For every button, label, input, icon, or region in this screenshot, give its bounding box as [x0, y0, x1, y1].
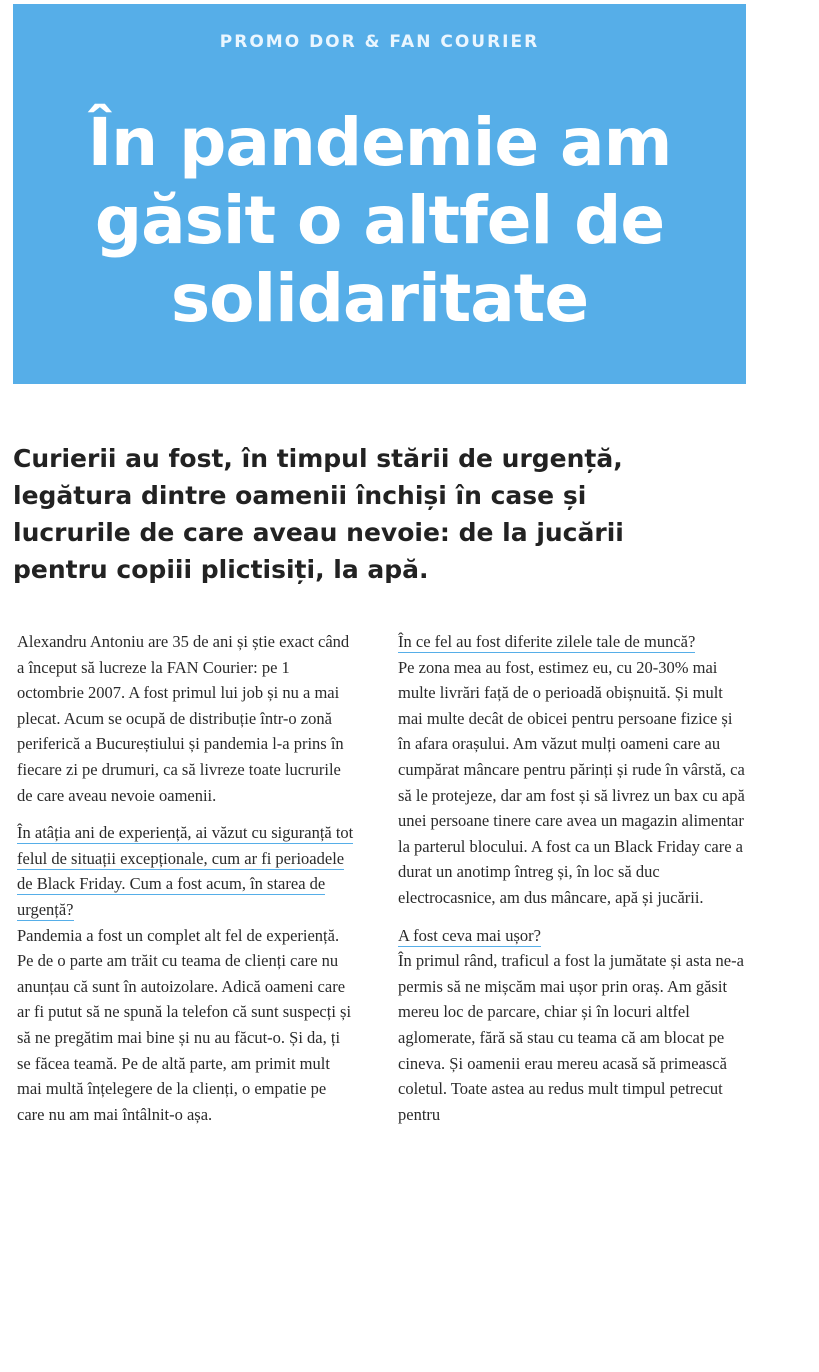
question-1-text: În atâția ani de experiență, ai văzut cu siguranță tot felul de situații excepționale, cum ar fi perioadele de Black Friday. Cum a fost acum, în starea de urgență?: [17, 823, 354, 919]
promo-banner: [13, 4, 746, 384]
section-kicker: PROMO DOR & FAN COURIER: [219, 32, 540, 52]
article-lead: Curierii au fost, în timpul stării de urgență, legătura dintre oamenii închiși în case și lucrurile de care aveau nevoie: de la jucării pentru copiii plictisiți, la apă.: [13, 444, 624, 584]
question-3-text: A fost ceva mai ușor?: [398, 925, 541, 945]
interview-answer: Pe zona mea au fost, estimez eu, cu 20-30% mai multe livrări față de o perioadă obișnuită. Și mult mai multe decât de obicei pentru persoane fizice și în afara orașului. Am văzut mulți oameni care au cumpărat mâncare pentru părinți și rude în vârstă, ca să le protejeze, dar am fost și să livrez un bax cu apă unei persoane tinere care avea un magazin alimentar la parterul blocului. A fost ca un Black Friday care a durat un anotimp întreg și, în loc să duc electrocasnice, am dus mâncare, apă și jucării.: [398, 657, 745, 907]
question-2-text: În ce fel au fost diferite zilele tale de muncă?: [398, 632, 696, 651]
interview-answer: În primul rând, traficul a fost la jumătate și asta ne-a permis să ne mișcăm mai ușor prin oraș. Am găsit mereu loc de parcare, chiar și în locuri altfel aglomerate, fără să stau cu teama că am blocat pe cineva. Și oamenii erau mereu acasă să primească coletul. Toate astea au redus mult timpul petrecut pentru: [398, 951, 744, 1124]
intro-paragraph: [17, 629, 357, 808]
intro-text-a: Alexandru Antoniu are 35 de ani și știe exact când a început să lucreze la: [17, 632, 350, 677]
interview-question: [398, 923, 748, 949]
left-column: [17, 629, 357, 1127]
interview-question: [17, 820, 357, 922]
brand-name: FAN: [166, 657, 199, 677]
right-column: [398, 629, 748, 1127]
interview-answer: Pandemia a fost un complet alt fel de experiență. Pe de o parte am trăit cu teama de clienți care nu anunțau că sunt în autoizolare. Adică oameni care ar fi putut să ne spună la telefon că sunt suspecți și să ne pregătim mai bine și nu au făcut-o. Și da, ți se făcea teamă. Pe de altă parte, am primit mult mai multă înțelegere de la clienți, o empatie pe care nu am mai întâlnit-o așa.: [17, 925, 352, 1124]
interview-question: [398, 629, 748, 655]
article-headline: În pandemie am găsit o altfel de solidaritate: [87, 104, 672, 337]
intro-text-b: Courier: pe 1 octombrie 2007. A fost primul lui job și nu a mai plecat. Acum se ocupă de distribuție într-o zonă periferică a Bucureștiului și pandemia l-a prins în fiecare zi pe drumuri, ca să livreze toate lucrurile de care aveau nevoie oamenii.: [17, 657, 344, 805]
